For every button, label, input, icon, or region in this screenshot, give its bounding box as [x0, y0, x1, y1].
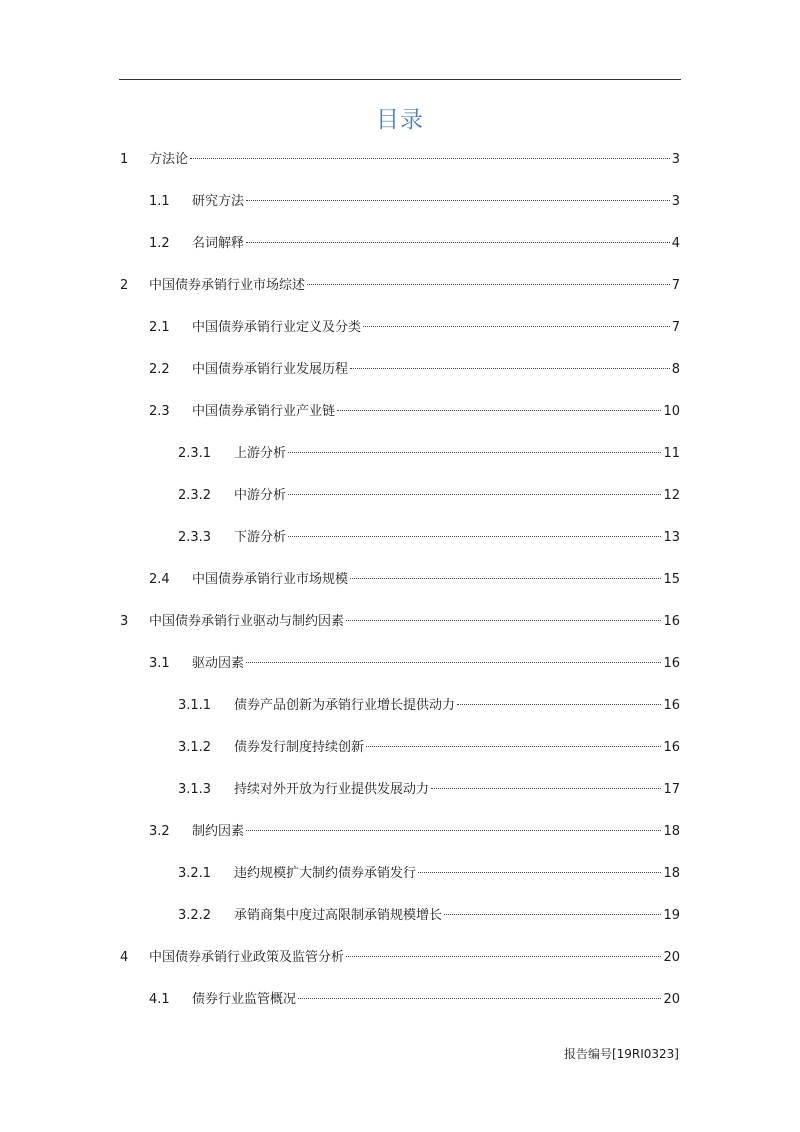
toc-entry[interactable]	[178, 444, 680, 464]
toc-entry-title: 中国债券承销行业驱动与制约因素	[149, 614, 345, 629]
toc-entry-page: 3	[671, 152, 680, 167]
toc-entry-number: 4	[120, 950, 129, 965]
toc-dot-leader	[288, 536, 661, 537]
toc-entry-page: 20	[663, 950, 680, 965]
toc-entry-page: 16	[663, 740, 680, 755]
toc-entry-number: 3.2.2	[178, 908, 212, 923]
toc-entry-page: 4	[671, 236, 680, 251]
toc-entry[interactable]	[120, 276, 680, 296]
toc-entry-number: 3.2	[149, 824, 170, 839]
toc-dot-leader	[246, 662, 661, 663]
toc-entry-page: 3	[671, 194, 680, 209]
toc-entry[interactable]	[178, 486, 680, 506]
toc-entry[interactable]	[149, 234, 680, 254]
toc-dot-leader	[246, 200, 670, 201]
toc-entry-page: 16	[663, 698, 680, 713]
toc-entry-page: 11	[663, 446, 680, 461]
toc-entry-page: 18	[663, 824, 680, 839]
toc-entry[interactable]	[120, 150, 680, 170]
toc-entry-title: 债券发行制度持续创新	[234, 740, 365, 755]
toc-entry-title: 中游分析	[234, 488, 287, 503]
toc-entry-number: 2	[120, 278, 129, 293]
toc-entry-number: 3.2.1	[178, 866, 212, 881]
toc-entry-page: 13	[663, 530, 680, 545]
toc-entry-number: 3.1.3	[178, 782, 212, 797]
toc-entry[interactable]	[149, 570, 680, 590]
toc-entry[interactable]	[149, 192, 680, 212]
toc-dot-leader	[307, 284, 670, 285]
toc-entry-number: 2.4	[149, 572, 170, 587]
toc-entry-title: 方法论	[149, 152, 189, 167]
toc-entry-number: 2.3.2	[178, 488, 212, 503]
toc-entry-title: 债券产品创新为承销行业增长提供动力	[234, 698, 456, 713]
toc-title: 目录	[376, 107, 424, 133]
toc-entry-page: 19	[663, 908, 680, 923]
toc-entry-title: 中国债券承销行业发展历程	[192, 362, 349, 377]
report-number: 报告编号[19RI0323]	[563, 1047, 679, 1061]
toc-dot-leader	[457, 704, 661, 705]
toc-entry-title: 债券行业监管概况	[192, 992, 297, 1007]
toc-entry[interactable]	[178, 864, 680, 884]
toc-entry-page: 18	[663, 866, 680, 881]
toc-dot-leader	[418, 872, 661, 873]
toc-entry-number: 2.3	[149, 404, 170, 419]
toc-entry-number: 3	[120, 614, 129, 629]
toc-dot-leader	[346, 956, 661, 957]
toc-entry[interactable]	[149, 360, 680, 380]
toc-dot-leader	[337, 410, 661, 411]
toc-entry-number: 3.1.2	[178, 740, 212, 755]
toc-entry[interactable]	[149, 654, 680, 674]
toc-entry-title: 名词解释	[192, 236, 245, 251]
toc-entry-title: 违约规模扩大制约债券承销发行	[234, 866, 417, 881]
toc-entry[interactable]	[178, 738, 680, 758]
toc-entry-number: 1.2	[149, 236, 170, 251]
toc-entry-page: 20	[663, 992, 680, 1007]
toc-entry-number: 3.1.1	[178, 698, 212, 713]
toc-entry-title: 中国债券承销行业市场规模	[192, 572, 349, 587]
toc-dot-leader	[288, 452, 661, 453]
toc-entry-number: 2.3.1	[178, 446, 212, 461]
toc-entry-page: 7	[671, 278, 680, 293]
toc-entry[interactable]	[178, 906, 680, 926]
toc-entry-number: 1	[120, 152, 129, 167]
toc-entry-title: 持续对外开放为行业提供发展动力	[234, 782, 430, 797]
header-rule	[119, 79, 681, 80]
toc-entry-number: 1.1	[149, 194, 170, 209]
toc-entry-number: 2.2	[149, 362, 170, 377]
toc-entry-page: 8	[671, 362, 680, 377]
toc-dot-leader	[346, 620, 661, 621]
toc-entry[interactable]	[149, 318, 680, 338]
toc-dot-leader	[190, 158, 670, 159]
toc-dot-leader	[350, 578, 661, 579]
toc-entry-title: 下游分析	[234, 530, 287, 545]
toc-dot-leader	[246, 830, 661, 831]
toc-entry-page: 15	[663, 572, 680, 587]
toc-entry-number: 4.1	[149, 992, 170, 1007]
toc-entry-title: 研究方法	[192, 194, 245, 209]
toc-entry-number: 3.1	[149, 656, 170, 671]
toc-entry[interactable]	[149, 822, 680, 842]
toc-dot-leader	[363, 326, 670, 327]
toc-entry-title: 中国债券承销行业政策及监管分析	[149, 950, 345, 965]
toc-entry-title: 驱动因素	[192, 656, 245, 671]
toc-entry-page: 10	[663, 404, 680, 419]
toc-entry[interactable]	[178, 528, 680, 548]
toc-entry[interactable]	[178, 780, 680, 800]
toc-entry[interactable]	[120, 948, 680, 968]
toc-dot-leader	[444, 914, 661, 915]
toc-entry-page: 7	[671, 320, 680, 335]
toc-entry-page: 17	[663, 782, 680, 797]
toc-dot-leader	[246, 242, 670, 243]
toc-dot-leader	[288, 494, 661, 495]
toc-dot-leader	[366, 746, 661, 747]
toc-entry[interactable]	[149, 990, 680, 1010]
toc-entry-title: 承销商集中度过高限制承销规模增长	[234, 908, 443, 923]
toc-entry-page: 16	[663, 614, 680, 629]
toc-dot-leader	[350, 368, 670, 369]
toc-entry-title: 中国债券承销行业市场综述	[149, 278, 306, 293]
toc-entry-page: 12	[663, 488, 680, 503]
toc-entry-number: 2.1	[149, 320, 170, 335]
toc-entry-number: 2.3.3	[178, 530, 212, 545]
toc-entry-title: 制约因素	[192, 824, 245, 839]
toc-entry[interactable]	[120, 612, 680, 632]
toc-entry[interactable]	[149, 402, 680, 422]
toc-entry[interactable]	[178, 696, 680, 716]
toc-entry-title: 中国债券承销行业定义及分类	[192, 320, 362, 335]
toc-entry-page: 16	[663, 656, 680, 671]
toc-dot-leader	[298, 998, 661, 999]
toc-entry-title: 中国债券承销行业产业链	[192, 404, 336, 419]
toc-entry-title: 上游分析	[234, 446, 287, 461]
toc-dot-leader	[431, 788, 661, 789]
